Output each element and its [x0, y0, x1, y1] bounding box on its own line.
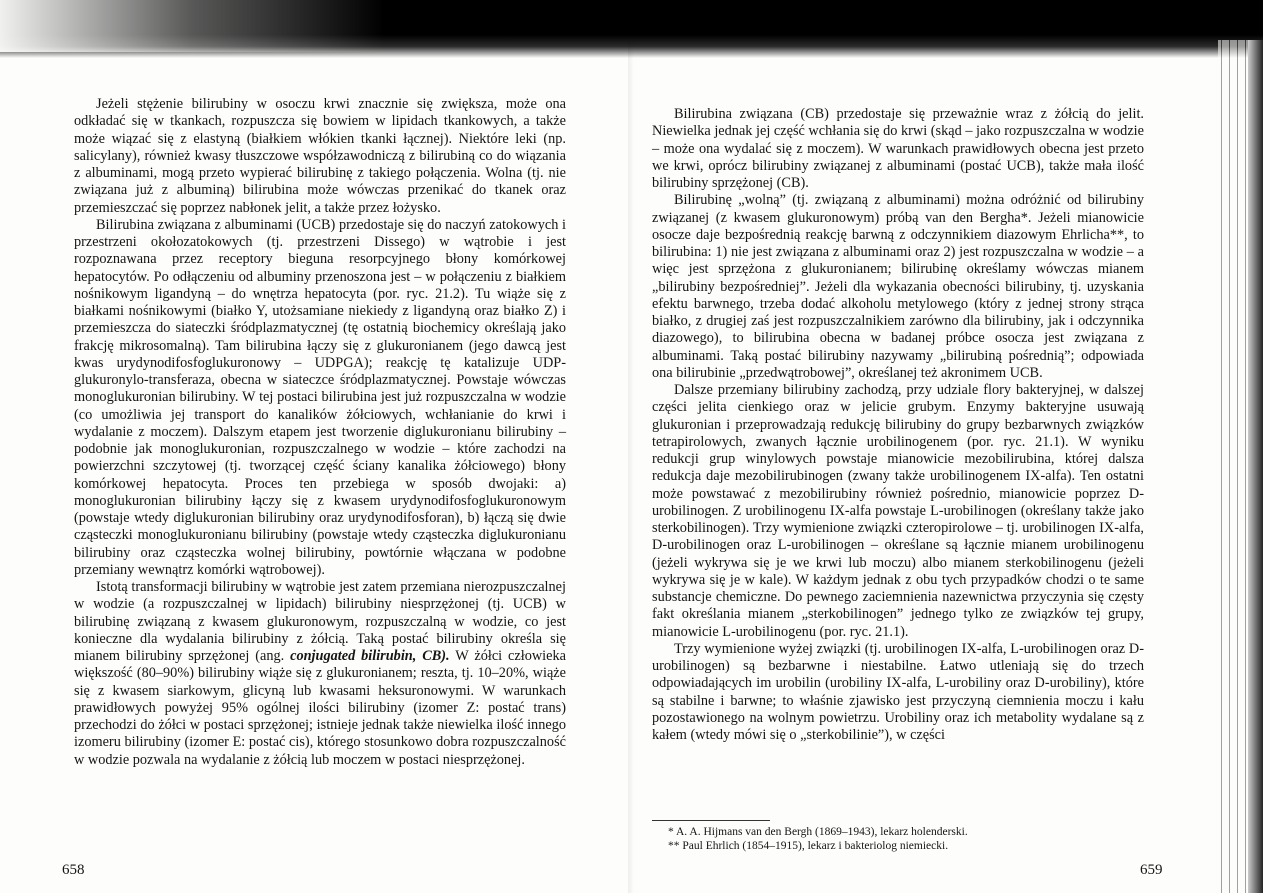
book-spine	[628, 40, 634, 893]
page-number-left: 658	[62, 862, 85, 878]
page-number-right: 659	[1140, 862, 1163, 878]
paragraph: Jeżeli stężenie bilirubiny w osoczu krwi znacznie się zwiększa, może ona odkładać się w tkankach, rozpuszcza się bowiem w lipidach tkankowych, a także może wiązać się z elastyną (białkiem włókien tkanki łącznej). Niektóre leki (np. salicylany), również kwasy tłuszczowe współzawodniczą z bilirubiną co do wiązania z albuminami, mogą przeto wypierać bilirubinę z takiego połączenia. Wolna (tj. nie związana już z albuminą) bilirubina może wówczas przenikać do tkanek oraz przemieszczać się poprzez nabłonek jelit, a także przez łożysko.	[74, 96, 566, 216]
scan-top-highlight	[0, 0, 640, 52]
italic-term: conjugated bilirubin, CB).	[290, 648, 450, 664]
paragraph: Bilirubinę „wolną” (tj. związaną z albuminami) można odróżnić od bilirubiny związanej (z kwasem glukuronowym) próbą van den Bergha*. Jeżeli mianowicie osocze daje bezpośrednią reakcję barwną z odczynnikiem diazowym Ehrlicha**, to bilirubina: 1) nie jest związana z albuminami oraz 2) jest rozpuszczalna w wodzie – a więc jest sprzężona z glukuronianem; bilirubinę określamy wówczas mianem „bilirubiny bezpośredniej”. Jeżeli dla wykazania obecności bilirubiny, tj. uzyskania efektu barwnego, trzeba dodać alkoholu metylowego (który z jednej strony strąca białko, z drugiej zaś jest rozpuszczalnikiem zarówno dla bilirubiny, jak i odczynnika diazowego), to bilirubina obecna w badanej próbce osocza jest związana z albuminami. Taką postać bilirubiny nazywamy „bilirubiną pośrednią”; odpowiada ona bilirubinie „przedwątrobowej”, określanej też akronimem UCB.	[652, 192, 1144, 381]
left-page-text	[74, 96, 566, 769]
footnote: ** Paul Ehrlich (1854–1915), lekarz i bakteriolog niemiecki.	[668, 840, 949, 852]
footnote: * A. A. Hijmans van den Bergh (1869–1943), lekarz holenderski.	[668, 826, 968, 838]
paragraph-text: W żółci człowieka większość (80–90%) bilirubiny wiąże się z glukuronianem; reszta, tj. 10–20%, wiąże się z kwasem siarkowym, glicyną lub kwasami heksuronowymi. W warunkach prawidłowych powyżej 95% ogólnej ilości bilirubiny (izomer Z: postać trans) przechodzi do żółci w postaci sprzężonej; istnieje jednak także niewielka ilość innego izomeru bilirubiny (izomer E: postać cis), którego stosunkowo dobra rozpuszczalność w wodzie pozwala na wydalanie z żółcią lub moczem w postaci niesprzężonej.	[74, 648, 566, 768]
footnote-rule	[652, 820, 770, 821]
right-page-text	[652, 106, 1144, 744]
paragraph	[74, 579, 566, 769]
page-edge-shadow	[1248, 40, 1263, 893]
footnotes	[652, 820, 1144, 853]
paragraph: Bilirubina związana (CB) przedostaje się przeważnie wraz z żółcią do jelit. Niewielka jednak jej część wchłania się do krwi (skąd – jako rozpuszczalna w wodzie – może ona wydalać się z moczem). W warunkach prawidłowych obecna jest przeto we krwi, oprócz bilirubiny związanej z albuminami (postać UCB), także mała ilość bilirubiny sprzężonej (CB).	[652, 106, 1144, 191]
paragraph: Dalsze przemiany bilirubiny zachodzą, przy udziale flory bakteryjnej, w dalszej części jelita cienkiego oraz w jelicie grubym. Enzymy bakteryjne usuwają glukuronian i przeprowadzają redukcję bilirubiny do grupy bezbarwnych związków tetrapirolowych, zwanych łącznie urobilinogenem (por. ryc. 21.1). W wyniku redukcji grup winylowych powstaje mianowicie mezobilirubina, której dalsza redukcja daje mezobilirubinogen (zwany także urobilinogenem IX-alfa). Ten ostatni może powstawać z mezobilirubiny również pośrednio, mianowicie poprzez D-urobilinogen. Z urobilinogenu IX-alfa powstaje L-urobilinogen (określany także jako sterkobilinogen). Trzy wymienione związki czteropirolowe – tj. urobilinogen IX-alfa, D-urobilinogen oraz L-urobilinogen – określane są łącznie mianem urobilinogenu (jeżeli wykrywa się je we krwi lub moczu) albo mianem sterkobilinogenu (jeżeli wykrywa się je w kale). W każdym jednak z obu tych przypadków chodzi o te same substancje chemiczne. Do pewnego zaciemnienia nazewnictwa przyczynia się częsty fakt określania mianem „sterkobilinogen” jednego tylko ze związków tej grupy, mianowicie L-urobilinogenu (por. ryc. 21.1).	[652, 382, 1144, 640]
paragraph: Trzy wymienione wyżej związki (tj. urobilinogen IX-alfa, L-urobilinogen oraz D-urobilinogen) są bezbarwne i niestabilne. Łatwo utleniają się do trzech odpowiadających im urobilin (urobiliny IX-alfa, L-urobiliny oraz D-urobiliny), które są stabilne i barwne; to właśnie zjawisko jest przyczyną ciemnienia moczu i kału pozostawionego na wolnym powietrzu. Urobiliny oraz ich metabolity wydalane są z kałem (wtedy mówi się o „sterkobilinie”), w części	[652, 640, 1144, 743]
paragraph-text: Istotą transformacji bilirubiny w wątrobie jest zatem przemiana nierozpuszczalnej w wodzie (a rozpuszczalnej w lipidach) bilirubiny niesprzężonej (tj. UCB) w bilirubinę związaną z kwasem glukuronowym, rozpuszczalną w wodzie, co jest konieczne dla wydalania bilirubiny z żółcią. Taką postać bilirubiny określa się mianem bilirubiny sprzężonej (ang.	[74, 579, 566, 664]
paragraph: Bilirubina związana z albuminami (UCB) przedostaje się do naczyń zatokowych i przestrzeni okołozatokowych (tj. przestrzeni Dissego) w wątrobie i jest rozpoznawana przez receptory bieguna resorpcyjnego błony komórkowej hepatocytów. Po odłączeniu od albuminy przenoszona jest – w połączeniu z białkiem nośnikowym ligandyną – do wnętrza hepatocyta (por. ryc. 21.2). Tu wiąże się z białkami nośnikowymi (białko Y, utożsamiane niekiedy z ligandyną oraz białko Z) i przemieszcza do siateczki śródplazmatycznej (tę ostatnią biochemicy określają jako frakcję mikrosomalną). Tam bilirubina łączy się z glukuronianem (jego dawcą jest kwas urydynodifosfoglukuronowy – UDPGA); reakcję tę katalizuje UDP-glukuronylo-transferaza, obecna w siateczce śródplazmatycznej. Powstaje wówczas monoglukuronian bilirubiny. W tej postaci bilirubina jest już rozpuszczalna w wodzie (co umożliwia jej transport do kanalików żółciowych, wchłanianie do krwi i wydalanie z moczem). Dalszym etapem jest tworzenie diglukuronianu bilirubiny – podobnie jak monoglukuronian, rozpuszczalnego w wodzie – które zachodzi na powierzchni szczytowej (tj. tworzącej część ściany kanalika żółciowego) błony komórkowej hepatocyta. Proces ten przebiega w sposób dwojaki: a) monoglukuronian bilirubiny łączy się z kwasem urydynodifosfoglukuronowym (powstaje wtedy diglukuronian bilirubiny oraz urydynodifosforan), b) łączą się dwie cząsteczki monoglukuronianu bilirubiny (powstaje wtedy cząsteczka diglukuronianu bilirubiny oraz cząsteczka wolnej bilirubiny, powtórnie włączana w podobne przemiany wewnątrz komórki wątrobowej).	[74, 216, 566, 578]
